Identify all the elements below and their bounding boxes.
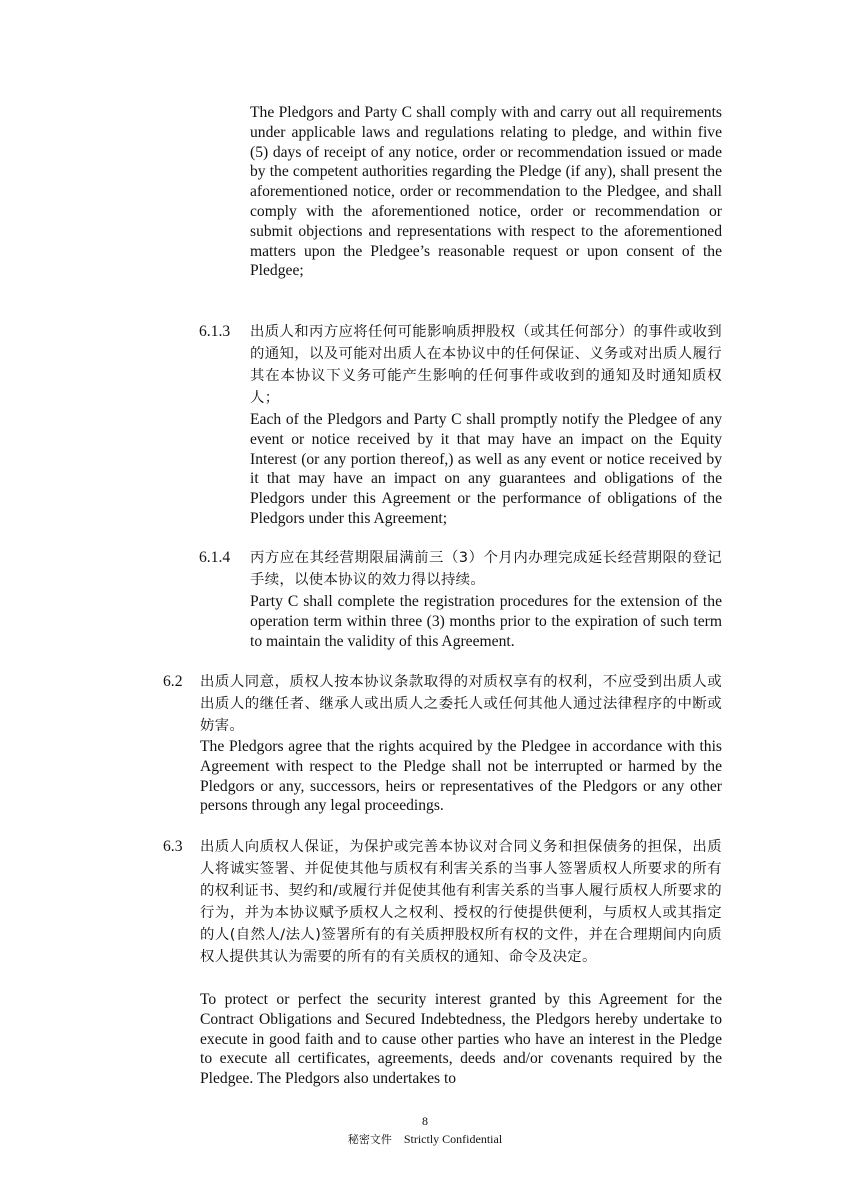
section-number: 6.2 bbox=[163, 673, 183, 690]
confidential-footer bbox=[0, 1131, 850, 1147]
section-text-cn: 出质人同意，质权人按本协议条款取得的对质权享有的权利，不应受到出质人或出质人的继任者、继承人或出质人之委托人或任何其他人通过法律程序的中断或妨害。 bbox=[200, 674, 722, 734]
section-text-cn: 丙方应在其经营期限届满前三（3）个月内办理完成延长经营期限的登记手续，以使本协议的效力得以持续。 bbox=[250, 550, 722, 588]
section-number: 6.1.4 bbox=[199, 549, 231, 566]
section-text-en: Party C shall complete the registration procedures for the extension of the operation term within three (3) months prior to the expiration of such term to maintain the validity of this Agreement. bbox=[250, 593, 722, 650]
section-text-en: The Pledgors agree that the rights acquired by the Pledgee in accordance with this Agreement with respect to the Pledge shall not be interrupted or harmed by the Pledgors or any, successors, heirs or representatives of the Pledgors or any other persons through any legal proceedings. bbox=[200, 738, 722, 815]
section-text-en: To protect or perfect the security interest granted by this Agreement for the Contract Obligations and Secured Indebtedness, the Pledgors hereby undertake to execute in good faith and to cause other parties who have an interest in the Pledge to execute all certificates, agreements, deeds and/or covenants required by the Pledgee. The Pledgors also undertakes to bbox=[200, 991, 722, 1088]
confidential-label-cn: 秘密文件 bbox=[347, 1133, 392, 1146]
section-text-cn: 出质人向质权人保证，为保护或完善本协议对合同义务和担保债务的担保，出质人将诚实签署、并促使其他与质权有利害关系的当事人签署质权人所要求的所有的权利证书、契约和/或履行并促使其他有利害关系的当事人履行质权人所要求的行为，并为本协议赋予质权人之权利、授权的行使提供便利，与质权人或其指定的人(自然人/法人)签署所有的有关质押股权所有权的文件，并在合理期间内向质权人提供其认为需要的所有的有关质权的通知、命令及决定。 bbox=[200, 839, 722, 965]
page-number: 8 bbox=[422, 1114, 428, 1128]
intro-paragraph-en: The Pledgors and Party C shall comply with and carry out all requirements under applicable laws and regulations relating to pledge, and within five (5) days of receipt of any notice, order or recommendation issued or made by the competent authorities regarding the Pledge (if any), shall present the aforementioned notice, order or recommendation to the Pledgee, and shall comply with the aforementioned notice, order or recommendation or submit objections and representations with respect to the aforementioned matters upon the Pledgee’s reasonable request or upon consent of the Pledgee; bbox=[250, 104, 722, 280]
section-number: 6.3 bbox=[163, 838, 183, 855]
section-text-en: Each of the Pledgors and Party C shall promptly notify the Pledgee of any event or notice received by it that may have an impact on the Equity Interest (or any portion thereof,) as well as any event or notice received by it that may have an impact on any guarantees and obligations of the Pledgors under this Agreement or the performance of obligations of the Pledgors under this Agreement; bbox=[250, 411, 722, 527]
section-number: 6.1.3 bbox=[199, 323, 231, 340]
section-text-cn: 出质人和丙方应将任何可能影响质押股权（或其任何部分）的事件或收到的通知，以及可能对出质人在本协议中的任何保证、义务或对出质人履行其在本协议下义务可能产生影响的任何事件或收到的通知及时通知质权人； bbox=[250, 324, 722, 406]
confidential-label-en: Strictly Confidential bbox=[403, 1132, 503, 1146]
